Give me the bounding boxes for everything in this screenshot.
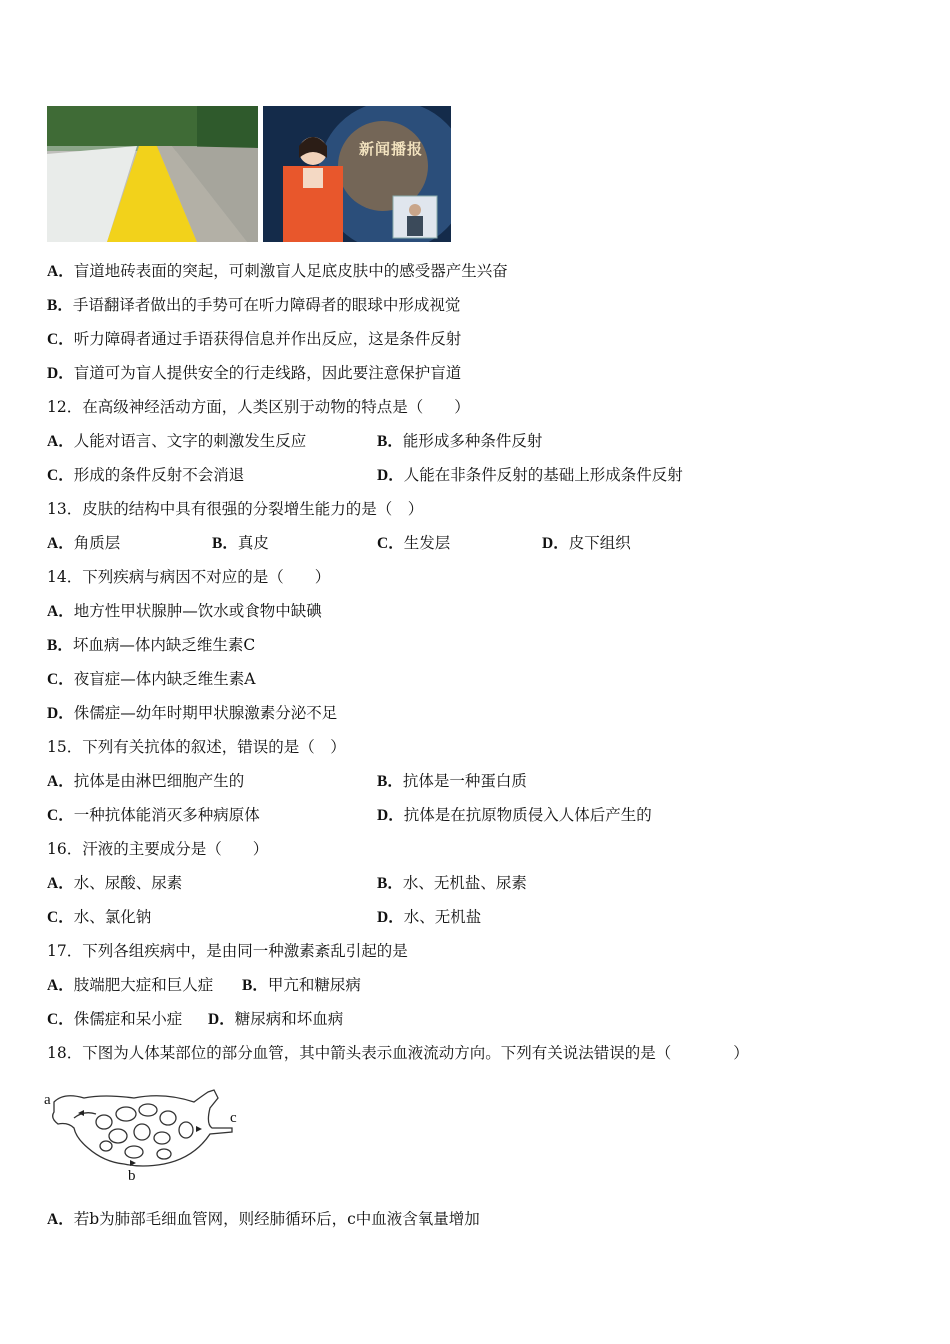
q14-option-b: B．坏血病—体内缺乏维生素C <box>47 636 256 654</box>
news-banner-text: 新闻播报 <box>359 140 424 158</box>
q16-stem: 16．汗液的主要成分是（ ） <box>47 840 269 858</box>
q14-option-c: C．夜盲症—体内缺乏维生素A <box>47 670 256 688</box>
label-b: b <box>128 1168 136 1184</box>
q12-stem: 12．在高级神经活动方面，人类区别于动物的特点是（ ） <box>47 398 470 416</box>
q11-option-d: D．盲道可为盲人提供安全的行走线路，因此要注意保护盲道 <box>47 364 462 382</box>
blood-vessel-diagram <box>44 1088 244 1188</box>
q12-option-c: C．形成的条件反射不会消退 <box>47 466 245 484</box>
q13-option-a: A．角质层 <box>47 534 121 552</box>
top-figures <box>47 106 451 242</box>
q16-option-a: A．水、尿酸、尿素 <box>47 874 183 892</box>
q18-stem: 18．下图为人体某部位的部分血管，其中箭头表示血液流动方向。下列有关说法错误的是（ ） <box>47 1044 749 1062</box>
q15-option-a: A．抗体是由淋巴细胞产生的 <box>47 772 245 790</box>
q15-stem: 15．下列有关抗体的叙述，错误的是（ ） <box>47 738 346 756</box>
q13-option-d: D．皮下组织 <box>542 534 631 552</box>
sign-language-news-photo <box>263 106 451 242</box>
q15-option-d: D．抗体是在抗原物质侵入人体后产生的 <box>377 806 652 824</box>
q11-option-b: B．手语翻译者做出的手势可在听力障碍者的眼球中形成视觉 <box>47 296 461 314</box>
q12-option-a: A．人能对语言、文字的刺激发生反应 <box>47 432 307 450</box>
label-c: c <box>230 1110 237 1126</box>
q14-option-a: A．地方性甲状腺肿—饮水或食物中缺碘 <box>47 602 322 620</box>
q15-option-b: B．抗体是一种蛋白质 <box>377 772 527 790</box>
q14-option-d: D．侏儒症—幼年时期甲状腺激素分泌不足 <box>47 704 338 722</box>
q17-option-b: B．甲亢和糖尿病 <box>242 976 361 994</box>
q17-stem: 17．下列各组疾病中，是由同一种激素紊乱引起的是 <box>47 942 408 960</box>
q16-option-d: D．水、无机盐 <box>377 908 482 926</box>
tactile-paving-photo <box>47 106 258 242</box>
q16-option-c: C．水、氯化钠 <box>47 908 152 926</box>
q12-option-b: B．能形成多种条件反射 <box>377 432 543 450</box>
q11-option-c: C．听力障碍者通过手语获得信息并作出反应，这是条件反射 <box>47 330 462 348</box>
q17-option-c: C．侏儒症和呆小症 <box>47 1010 183 1028</box>
q12-option-d: D．人能在非条件反射的基础上形成条件反射 <box>377 466 683 484</box>
label-a: a <box>44 1092 51 1108</box>
q13-option-c: C．生发层 <box>377 534 451 552</box>
q17-option-a: A．肢端肥大症和巨人症 <box>47 976 214 994</box>
q17-option-d: D．糖尿病和坏血病 <box>208 1010 344 1028</box>
q11-option-a: A．盲道地砖表面的突起，可刺激盲人足底皮肤中的感受器产生兴奋 <box>47 262 508 280</box>
q14-stem: 14．下列疾病与病因不对应的是（ ） <box>47 568 331 586</box>
q15-option-c: C．一种抗体能消灭多种病原体 <box>47 806 260 824</box>
q16-option-b: B．水、无机盐、尿素 <box>377 874 527 892</box>
q18-option-a: A．若b为肺部毛细血管网，则经肺循环后，c中血液含氧量增加 <box>47 1210 480 1228</box>
q13-stem: 13．皮肤的结构中具有很强的分裂增生能力的是（ ） <box>47 500 424 518</box>
q13-option-b: B．真皮 <box>212 534 269 552</box>
